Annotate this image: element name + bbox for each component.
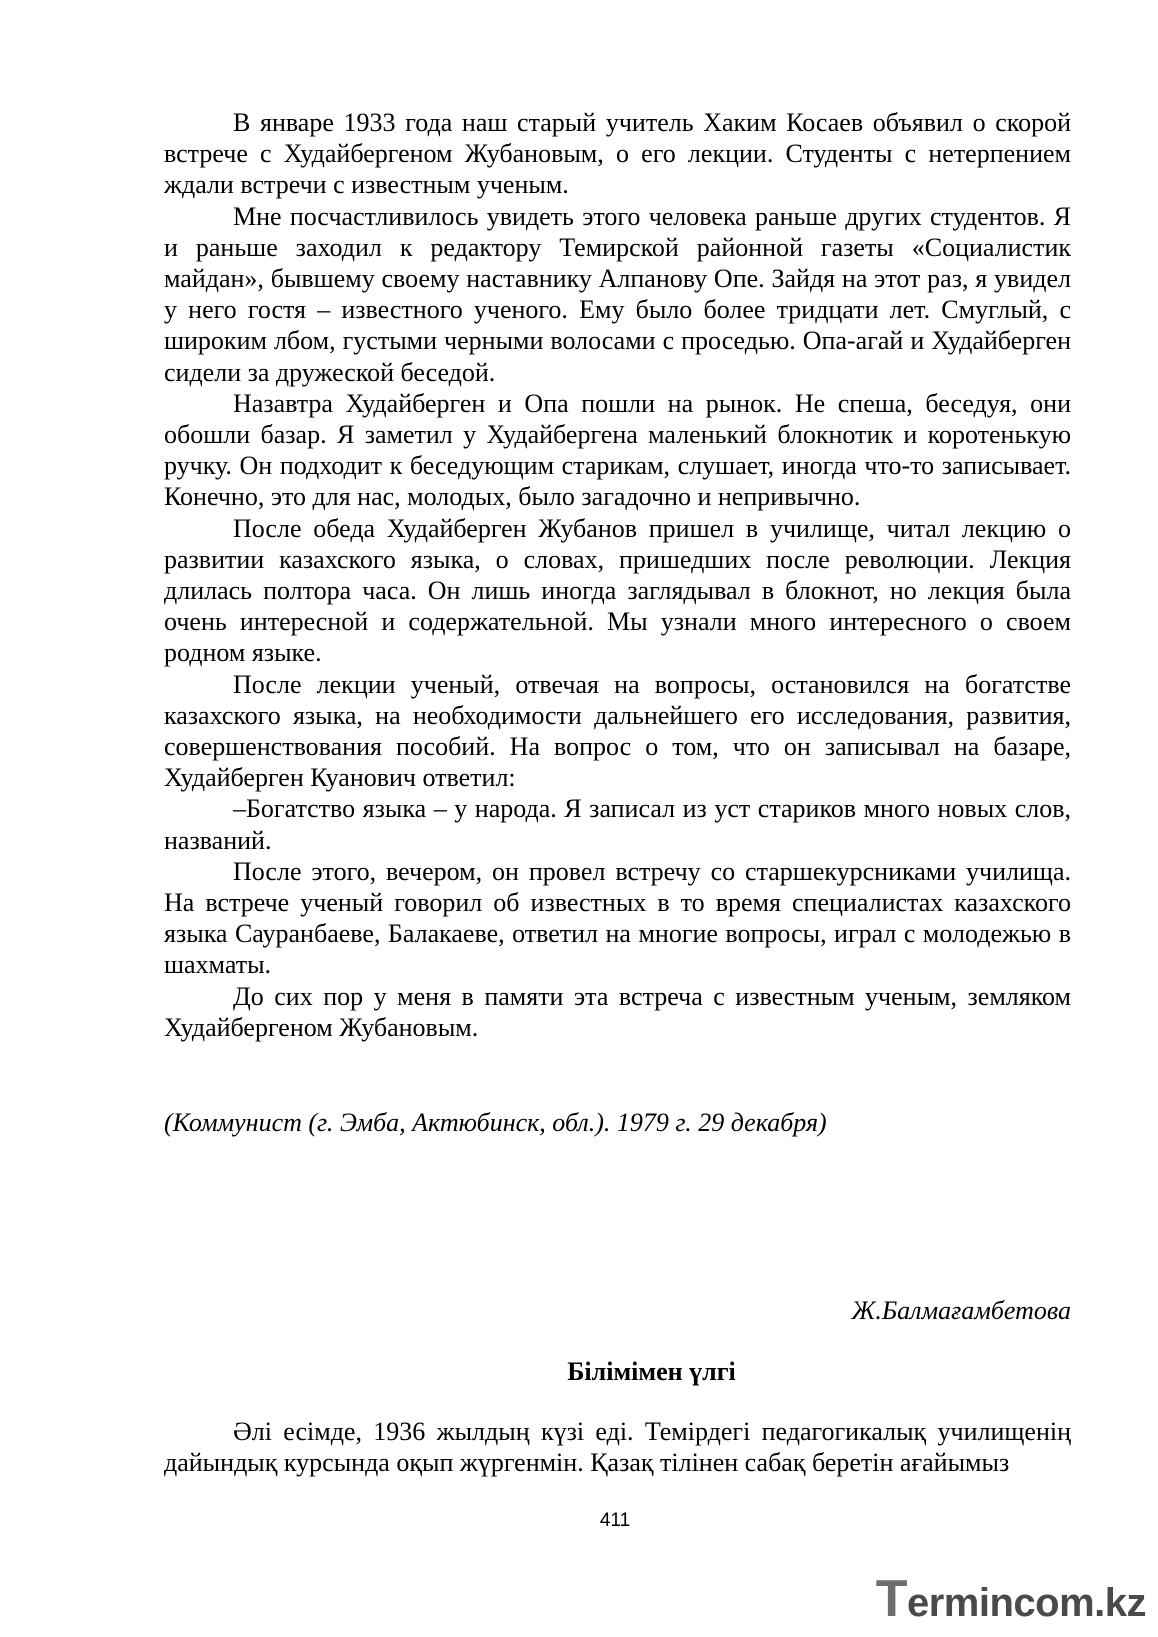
termincom-watermark-logo (876, 1569, 1146, 1629)
next-article-author: Ж.Балмағамбетова (851, 1296, 1071, 1325)
paragraph-5: После лекции ученый, отвечая на вопросы, остановился на богатстве казахского языка, на необходимости дальнейшего его исследования, развития, совершенствования пособий. На вопрос о том, что он записывал на базаре, Худайберген Куанович ответил: (164, 669, 1071, 793)
paragraph-3: Назавтра Худайберген и Опа пошли на рынок. Не спеша, беседуя, они обошли базар. Я заметил у Худайбергена маленький блокнотик и коротенькую ручку. Он подходит к беседующим старикам, слушает, иногда что-то записывает. Конечно, это для нас, молодых, было загадочно и непривычно. (164, 388, 1071, 512)
paragraph-7: После этого, вечером, он провел встречу со старшекурсниками училища. На встрече ученый говорил об известных в то время специалистах казахского языка Сауранбаеве, Балакаеве, ответил на многие вопросы, играл с молодежью в шахматы. (164, 856, 1071, 980)
next-article-title: Білімімен үлгі (567, 1357, 736, 1386)
paragraph-6-quote: –Богатство языка – у народа. Я записал из уст стариков много новых слов, названий. (164, 794, 1071, 855)
paragraph-1: В январе 1933 года наш старый учитель Хаким Косаев объявил о скорой встрече с Худайбергеном Жубановым, о его лекции. Студенты с нетерпением ждали встречи с известным ученым. (164, 108, 1071, 200)
article-source-citation: (Коммунист (г. Эмба, Актюбинск, обл.). 1979 г. 29 декабря) (164, 1108, 827, 1137)
paragraph-2: Мне посчастливилось увидеть этого человека раньше других студентов. Я и раньше заходил к редактору Темирской районной газеты «Социалистик майдан», бывшему своему наставнику Алпанову Опе. Зайдя на этот раз, я увидел у него гостя – известного ученого. Ему было более тридцати лет. Смуглый, с широким лбом, густыми черными волосами с проседью. Опа-агай и Худайберген сидели за дружеской беседой. (164, 201, 1071, 387)
next-article-paragraph: Әлі есімде, 1936 жылдың күзі еді. Темірдегі педагогикалық училищенің дайындық курсында оқып жүргенмін. Қазақ тілінен сабақ беретін ағайымыз (164, 1417, 1071, 1478)
watermark-text: ermincom.kz (906, 1581, 1146, 1625)
watermark-initial: T (875, 1570, 907, 1628)
page-number: 411 (599, 1510, 631, 1531)
paragraph-4: После обеда Худайберген Жубанов пришел в училище, читал лекцию о развитии казахского языка, о словах, пришедших после революции. Лекция длилась полтора часа. Он лишь иногда заглядывал в блокнот, но лекция была очень интересной и содержательной. Мы узнали много интересного о своем родном языке. (164, 513, 1071, 668)
article-body (164, 107, 1071, 1043)
next-article-body (164, 1416, 1071, 1478)
paragraph-8: До сих пор у меня в памяти эта встреча с известным ученым, земляком Худайбергеном Жубановым. (164, 981, 1071, 1042)
